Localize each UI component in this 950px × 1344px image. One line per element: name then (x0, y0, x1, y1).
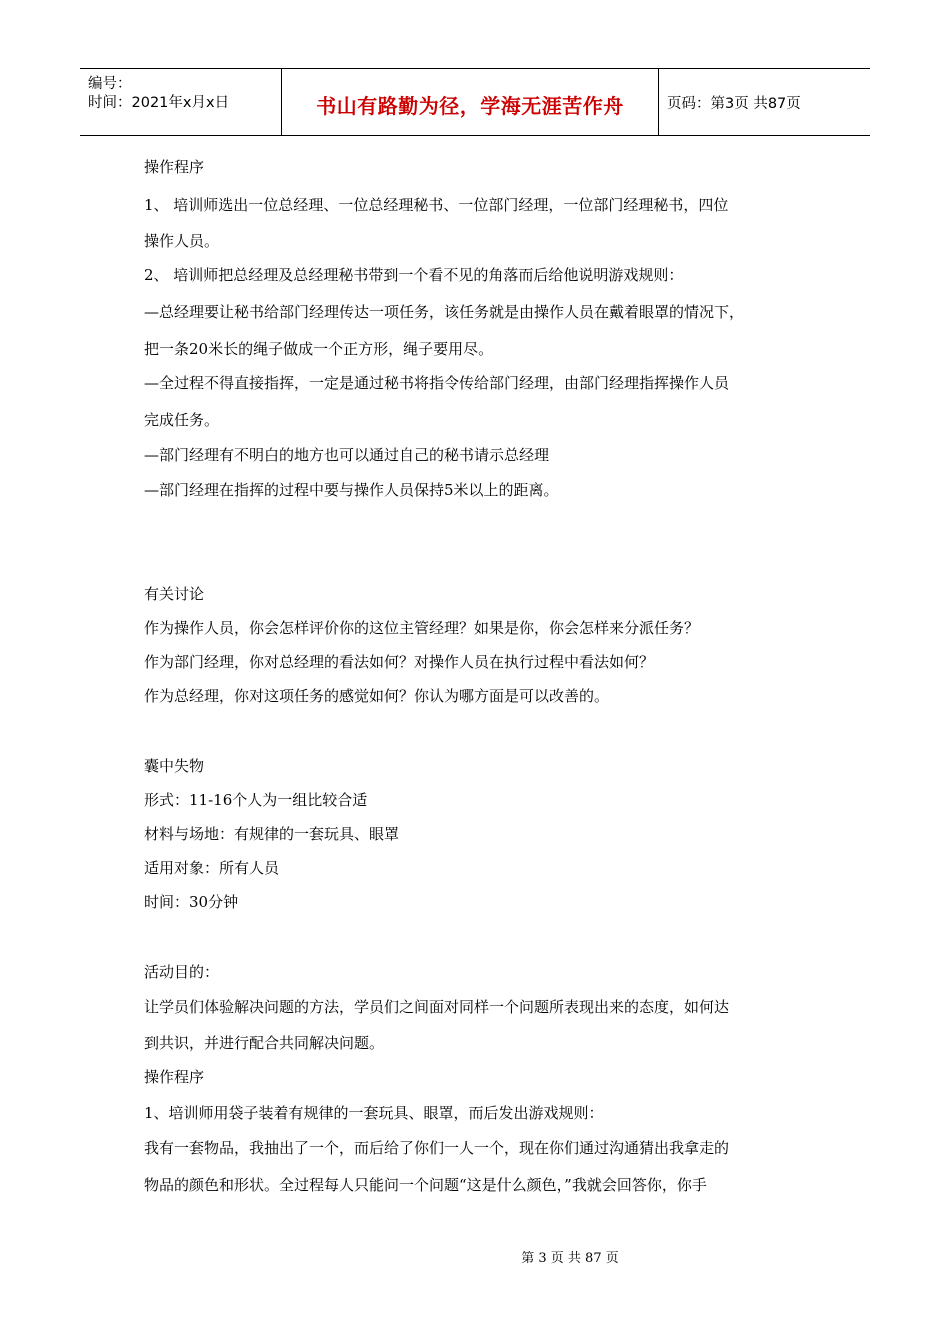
paragraph: —部门经理有不明白的地方也可以通过自己的秘书请示总经理 (144, 446, 550, 464)
paragraph: 到共识，并进行配合共同解决问题。 (144, 1034, 385, 1052)
paragraph: —部门经理在指挥的过程中要与操作人员保持5米以上的距离。 (144, 481, 559, 499)
paragraph: —全过程不得直接指挥，一定是通过秘书将指令传给部门经理，由部门经理指挥操作人员 (144, 374, 730, 392)
paragraph: 操作人员。 (144, 232, 220, 250)
paragraph: 材料与场地：有规律的一套玩具、眼罩 (144, 825, 400, 843)
section-heading: 操作程序 (144, 1068, 205, 1086)
section-heading: 活动目的： (144, 963, 220, 981)
paragraph: 物品的颜色和形状。全过程每人只能问一个问题“这是什么颜色，”我就会回答你，你手 (144, 1176, 707, 1194)
paragraph: 2、 培训师把总经理及总经理秘书带到一个看不见的角落而后给他说明游戏规则： (144, 266, 684, 284)
header-page-number: 页码：第3页 共87页 (667, 95, 801, 112)
serial-number-label: 编号： (88, 76, 132, 92)
footer-page-number: 第 3 页 共 87 页 (521, 1251, 619, 1266)
paragraph: 操作程序 (144, 158, 205, 176)
paragraph: 把一条20米长的绳子做成一个正方形，绳子要用尽。 (144, 340, 494, 358)
page-header (80, 68, 870, 136)
section-heading: 有关讨论 (144, 585, 205, 603)
paragraph: —总经理要让秘书给部门经理传达一项任务，该任务就是由操作人员在戴着眼罩的情况下， (144, 303, 745, 321)
header-motto-cell (282, 69, 659, 135)
paragraph: 作为部门经理，你对总经理的看法如何？对操作人员在执行过程中看法如何？ (144, 653, 655, 671)
date-label: 时间：2021年x月x日 (88, 95, 230, 111)
header-page-cell (659, 69, 870, 135)
page-footer (0, 1247, 950, 1266)
paragraph: 1、 培训师选出一位总经理、一位总经理秘书、一位部门经理，一位部门经理秘书，四位 (144, 196, 729, 214)
paragraph: 作为操作人员，你会怎样评价你的这位主管经理？如果是你，你会怎样来分派任务？ (144, 619, 700, 637)
paragraph: 1、培训师用袋子装着有规律的一套玩具、眼罩，而后发出游戏规则： (144, 1104, 604, 1122)
paragraph: 我有一套物品，我抽出了一个，而后给了你们一人一个，现在你们通过沟通猜出我拿走的 (144, 1139, 730, 1157)
paragraph: 适用对象：所有人员 (144, 859, 280, 877)
header-meta-cell (80, 69, 282, 135)
paragraph: 让学员们体验解决问题的方法，学员们之间面对同样一个问题所表现出来的态度，如何达 (144, 998, 730, 1016)
header-motto: 书山有路勤为径，学海无涯苦作舟 (316, 93, 624, 118)
paragraph: 完成任务。 (144, 411, 220, 429)
paragraph: 形式：11-16个人为一组比较合适 (144, 791, 368, 809)
paragraph: 时间：30分钟 (144, 893, 239, 911)
section-heading: 囊中失物 (144, 757, 205, 775)
paragraph: 作为总经理，你对这项任务的感觉如何？你认为哪方面是可以改善的。 (144, 687, 610, 705)
